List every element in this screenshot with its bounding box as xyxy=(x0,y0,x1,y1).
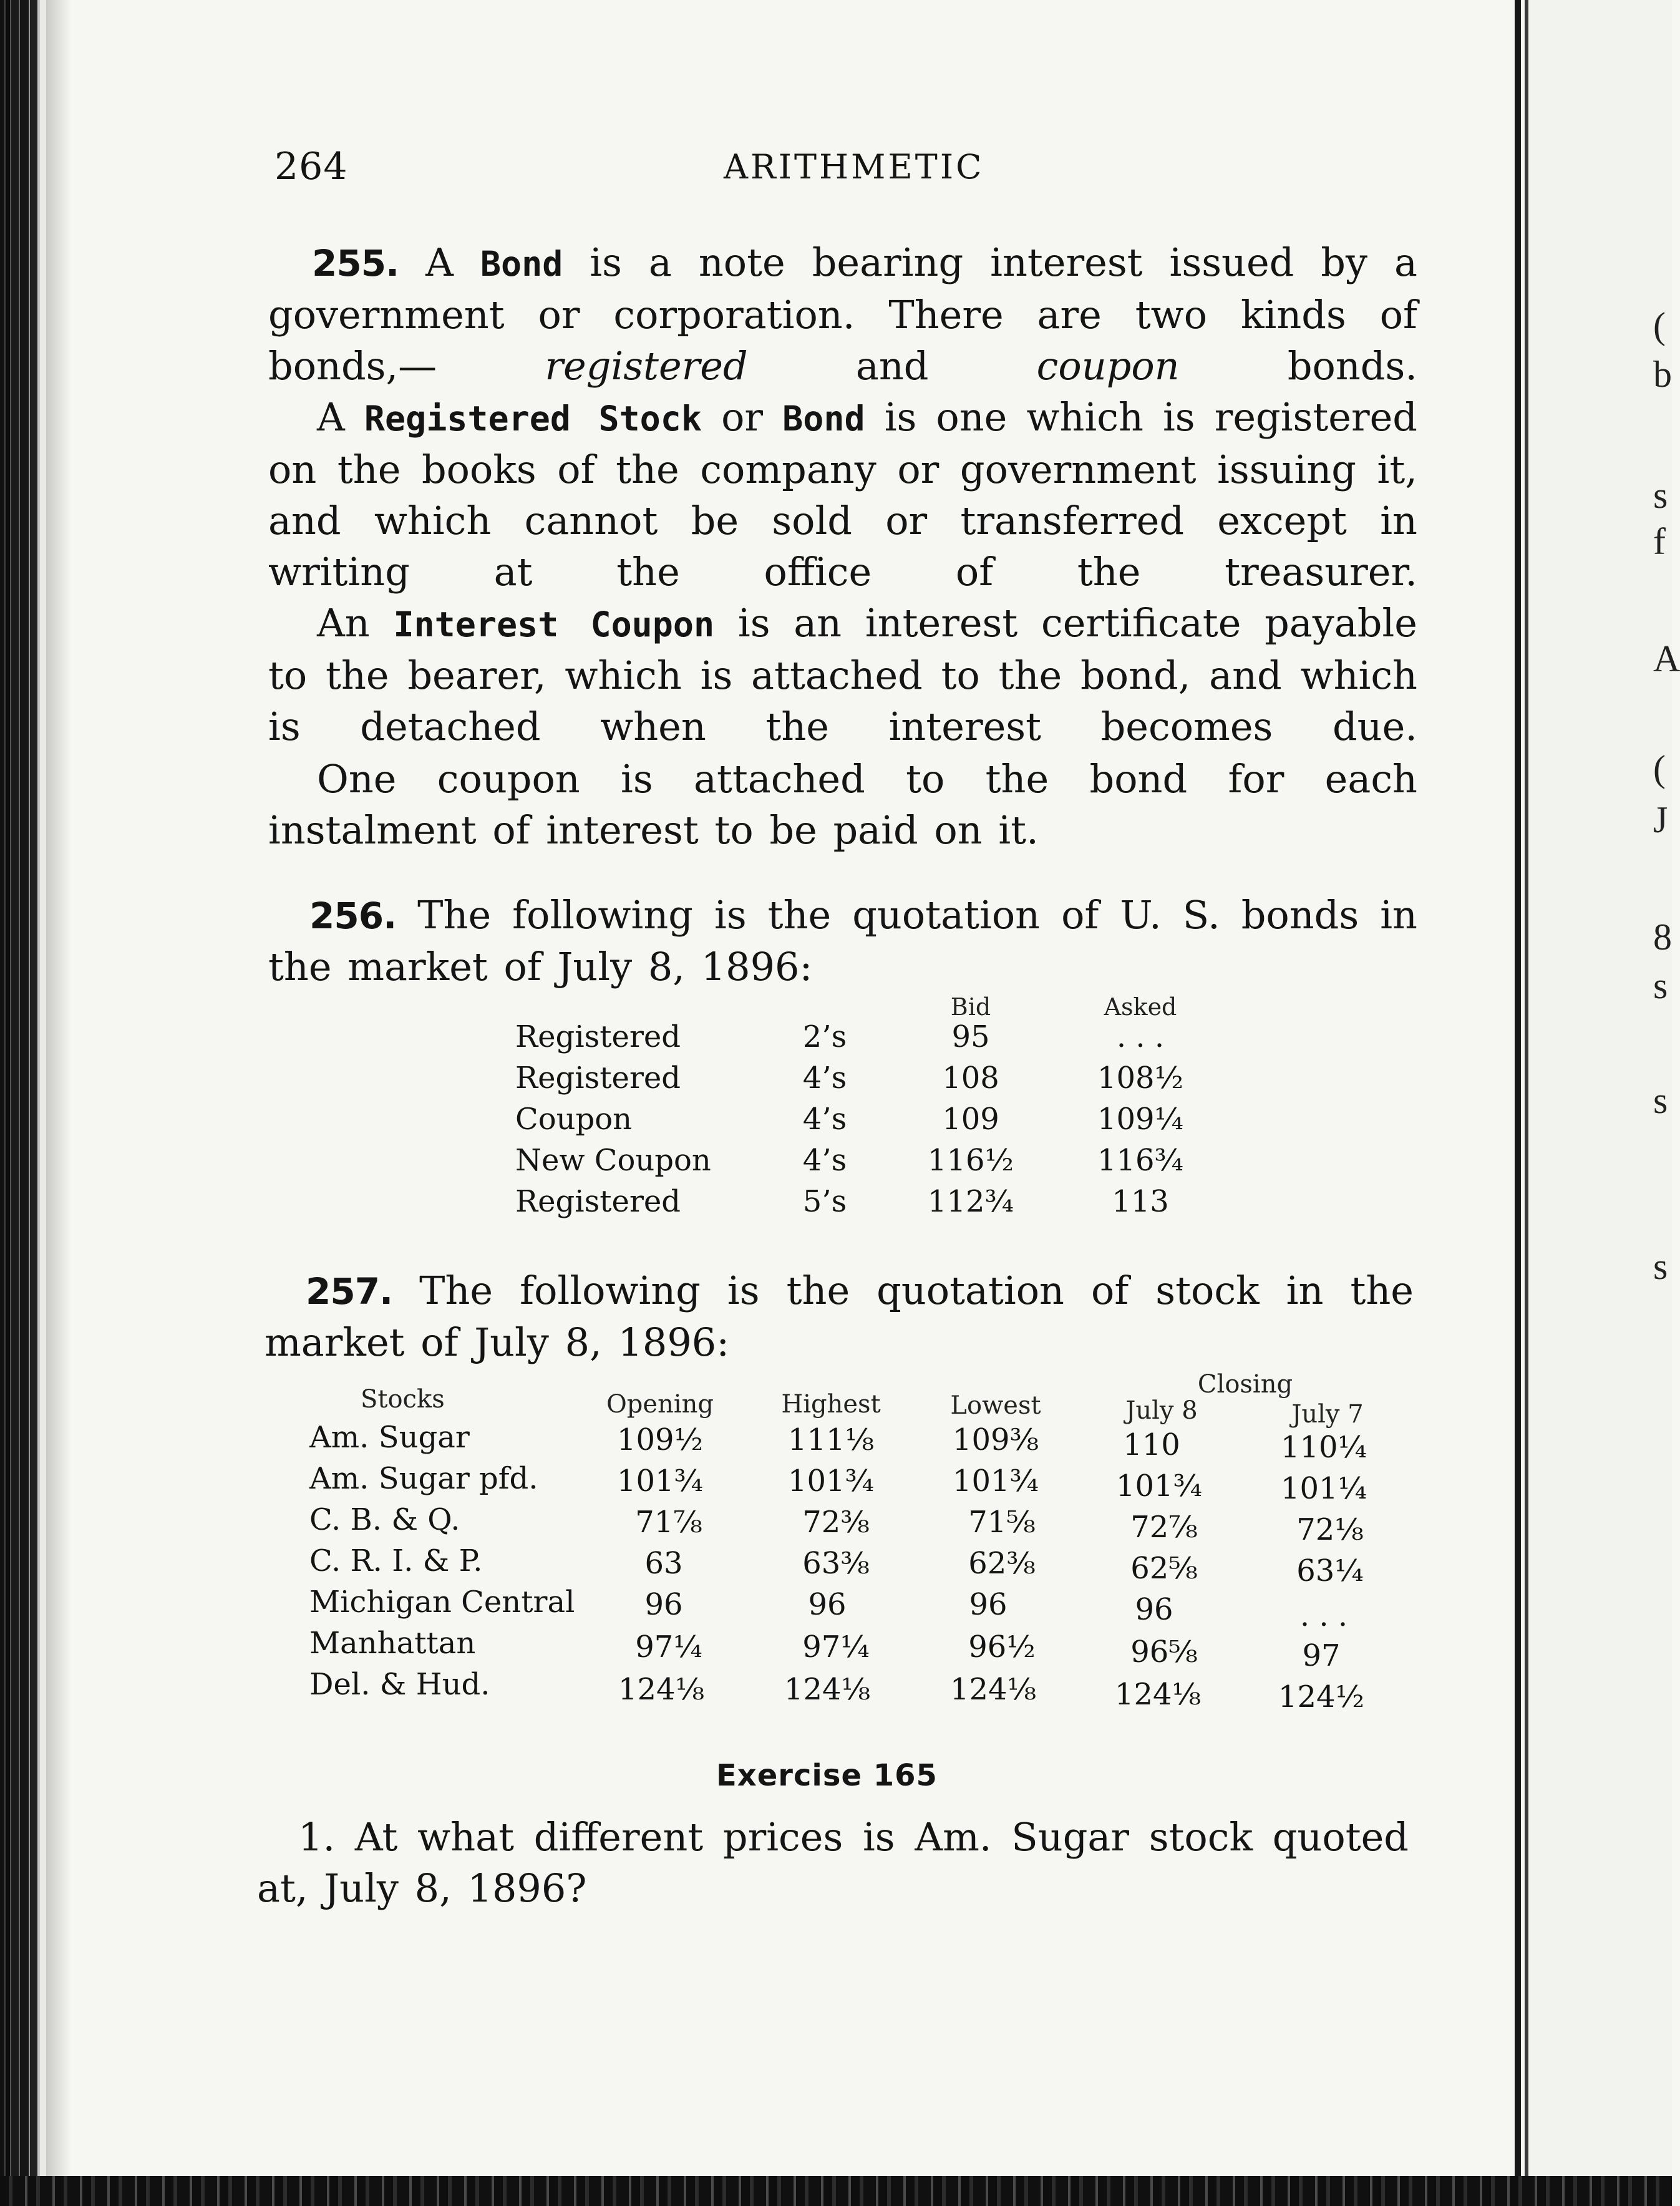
stock-close-july8: 124⅛ xyxy=(1114,1677,1202,1712)
header-july-7: July 7 xyxy=(1291,1400,1364,1429)
stock-name: Del. & Hud. xyxy=(309,1667,490,1702)
right-page-fragment: b xyxy=(1653,354,1672,395)
stock-opening: 96 xyxy=(644,1587,683,1622)
stock-highest: 63⅜ xyxy=(802,1546,870,1581)
right-page-fragment: s xyxy=(1653,1246,1668,1287)
bond-name: Coupon xyxy=(515,1102,633,1137)
term-interest-coupon: Interest Coupon xyxy=(393,605,715,644)
page-number: 264 xyxy=(274,145,348,188)
paragraph-coupon-instalment: One coupon is attached to the bond for each instalment of interest to be paid on it. xyxy=(268,756,1417,853)
paragraph-bond-definition: 255. A Bond is a note bearing interest issued by a government or corporation. There are two kinds of bonds,— registered and coupon bonds. xyxy=(268,240,1417,389)
stock-highest: 72⅜ xyxy=(802,1505,870,1540)
right-page-fragment: s xyxy=(1653,965,1668,1006)
header-closing: Closing xyxy=(1197,1370,1293,1399)
term-coupon: coupon xyxy=(1036,343,1180,389)
stock-lowest: 96½ xyxy=(968,1630,1036,1664)
right-page-fragment: J xyxy=(1653,799,1668,840)
right-page-fragment: A xyxy=(1653,638,1680,679)
bond-asked: 108½ xyxy=(1097,1061,1184,1096)
header-stocks: Stocks xyxy=(361,1385,445,1414)
bond-name: Registered xyxy=(515,1184,681,1219)
stock-close-july7: 97 xyxy=(1302,1638,1341,1673)
stock-opening: 97¼ xyxy=(635,1630,702,1664)
stock-lowest: 62⅜ xyxy=(968,1546,1036,1581)
adjacent-page xyxy=(1528,0,1672,2206)
bond-bid: 108 xyxy=(942,1061,999,1096)
bond-rate: 4’s xyxy=(802,1143,847,1178)
book-gutter xyxy=(1515,0,1521,2206)
header-lowest: Lowest xyxy=(950,1391,1041,1420)
stock-opening: 63 xyxy=(644,1546,683,1581)
scan-left-edge xyxy=(0,0,46,2206)
bond-bid: 116½ xyxy=(927,1143,1014,1178)
stock-highest: 96 xyxy=(808,1587,847,1622)
paragraph-bond-quotation: 256. The following is the quotation of U. S. bonds in the market of July 8, 1896: xyxy=(268,892,1417,989)
header-bid: Bid xyxy=(950,993,991,1021)
bond-asked: 113 xyxy=(1112,1184,1169,1219)
header-highest: Highest xyxy=(781,1390,881,1419)
stock-opening: 101¾ xyxy=(616,1464,704,1499)
section-number: 256. xyxy=(309,895,397,937)
stock-close-july8: 62⅝ xyxy=(1130,1551,1198,1586)
bond-asked: 109¼ xyxy=(1097,1102,1184,1137)
right-page-fragment: ( xyxy=(1653,748,1666,789)
right-page-fragment: f xyxy=(1653,521,1666,562)
stock-name: Michigan Central xyxy=(309,1585,575,1620)
stock-close-july8: 72⅞ xyxy=(1130,1510,1198,1545)
stock-highest: 111⅛ xyxy=(787,1422,875,1457)
stock-close-july8: 96 xyxy=(1135,1592,1173,1627)
stock-opening: 71⅞ xyxy=(635,1505,702,1540)
running-head: ARITHMETIC xyxy=(724,147,984,187)
stock-opening: 109½ xyxy=(616,1422,704,1457)
exercise-question-1: 1. At what different prices is Am. Sugar stock quoted at, July 8, 1896? xyxy=(257,1814,1409,1911)
stock-name: Am. Sugar pfd. xyxy=(309,1461,538,1496)
stock-highest: 97¼ xyxy=(802,1630,870,1664)
stock-highest: 101¾ xyxy=(787,1464,875,1499)
stock-close-july7: 63¼ xyxy=(1296,1553,1364,1588)
bond-rate: 4’s xyxy=(802,1061,847,1096)
stock-close-july8: 101¾ xyxy=(1115,1469,1203,1504)
stock-name: C. R. I. & P. xyxy=(309,1543,483,1578)
paragraph-stock-quotation: 257. The following is the quotation of stock in the market of July 8, 1896: xyxy=(265,1268,1414,1365)
bond-name: New Coupon xyxy=(515,1143,711,1178)
bond-name: Registered xyxy=(515,1061,681,1096)
stock-lowest: 124⅛ xyxy=(949,1672,1037,1707)
bond-bid: 112¾ xyxy=(927,1184,1014,1219)
header-july-8: July 8 xyxy=(1125,1396,1198,1425)
paragraph-registered-definition: A Registered Stock or Bond is one which is registered on the books of the company or government issuing it, and which cannot be sold or transferred except in writing at the office of the treasurer. xyxy=(268,394,1417,595)
stock-name: Am. Sugar xyxy=(309,1420,470,1455)
term-bond: Bond xyxy=(782,399,865,439)
header-opening: Opening xyxy=(606,1390,714,1419)
section-number: 257. xyxy=(306,1270,393,1313)
term-registered-stock: Registered Stock xyxy=(364,399,702,439)
bond-name: Registered xyxy=(515,1019,681,1054)
stock-close-july7: 72⅛ xyxy=(1296,1512,1364,1547)
stock-name: Manhattan xyxy=(309,1626,476,1661)
right-page-fragment: s xyxy=(1653,475,1668,516)
scan-bottom-edge xyxy=(0,2176,1672,2206)
stock-close-july7: 124½ xyxy=(1278,1679,1365,1714)
stock-close-july7: 101¼ xyxy=(1280,1471,1367,1506)
bond-rate: 4’s xyxy=(802,1102,847,1137)
term-registered: registered xyxy=(545,343,748,389)
bond-rate: 2’s xyxy=(802,1019,847,1054)
right-page-fragment: ( xyxy=(1653,305,1666,346)
paragraph-coupon-definition: An Interest Coupon is an interest certificate payable to the bearer, which is attached to the bond, and which is detached when the interest becomes due. xyxy=(268,600,1417,749)
stock-lowest: 71⅝ xyxy=(968,1505,1036,1540)
stock-highest: 124⅛ xyxy=(784,1672,871,1707)
header-asked: Asked xyxy=(1104,993,1177,1021)
section-number: 255. xyxy=(312,242,399,284)
stock-close-july7: 110¼ xyxy=(1280,1430,1367,1465)
bond-asked: 116¾ xyxy=(1097,1143,1184,1178)
stock-close-july7: . . . xyxy=(1299,1598,1348,1633)
bond-asked: . . . xyxy=(1116,1019,1165,1054)
bond-bid: 95 xyxy=(951,1019,990,1054)
stock-opening: 124⅛ xyxy=(618,1672,705,1707)
exercise-heading: Exercise 165 xyxy=(716,1758,938,1793)
stock-close-july8: 110 xyxy=(1123,1427,1180,1462)
right-page-fragment: s xyxy=(1653,1080,1668,1121)
stock-name: C. B. & Q. xyxy=(309,1502,460,1537)
term-bond: Bond xyxy=(480,244,563,284)
book-gutter-shadow xyxy=(1525,0,1528,2206)
stock-lowest: 101¾ xyxy=(952,1464,1039,1499)
right-page-fragment: 8 xyxy=(1653,916,1672,958)
stock-close-july8: 96⅝ xyxy=(1130,1635,1198,1669)
stock-lowest: 109⅜ xyxy=(952,1422,1039,1457)
stock-lowest: 96 xyxy=(969,1587,1008,1622)
bond-rate: 5’s xyxy=(802,1184,847,1219)
bond-bid: 109 xyxy=(942,1102,999,1137)
